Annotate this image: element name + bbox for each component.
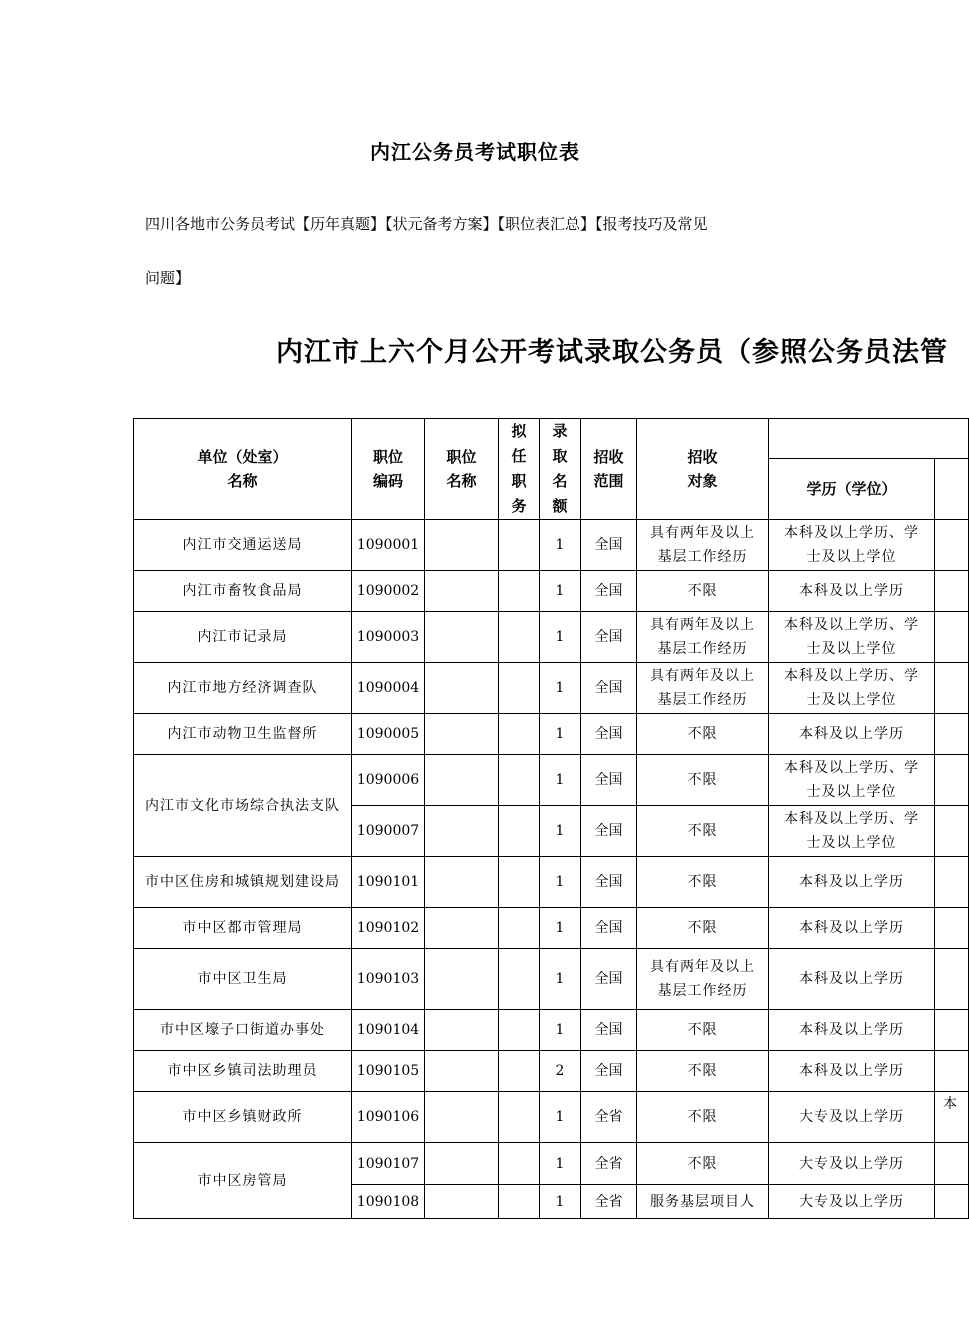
header-code: 职位 编码 — [352, 419, 425, 520]
target-cell: 不限 — [637, 908, 769, 949]
position-table — [133, 418, 969, 1219]
quota-cell: 1 — [540, 1185, 581, 1219]
header-cut-off — [935, 459, 969, 520]
quota-cell: 1 — [540, 1143, 581, 1185]
target-cell: 不限 — [637, 1092, 769, 1143]
code-cell: 1090003 — [352, 612, 425, 663]
table-row — [134, 1092, 969, 1143]
duty-cell — [499, 612, 540, 663]
unit-cell: 内江市动物卫生监督所 — [134, 714, 352, 755]
post-name-cell — [425, 857, 499, 908]
page-title: 内江公务员考试职位表 — [370, 140, 580, 164]
post-name-cell — [425, 612, 499, 663]
header-scope: 招收 范围 — [581, 419, 637, 520]
table-row — [134, 520, 969, 571]
code-cell: 1090103 — [352, 949, 425, 1010]
duty-cell — [499, 1185, 540, 1219]
education-cell: 本科及以上学历、学 士及以上学位 — [769, 663, 935, 714]
post-name-cell — [425, 1010, 499, 1051]
code-cell: 1090107 — [352, 1143, 425, 1185]
table-row — [134, 1143, 969, 1185]
post-name-cell — [425, 663, 499, 714]
unit-cell: 市中区乡镇财政所 — [134, 1092, 352, 1143]
scope-cell: 全国 — [581, 857, 637, 908]
quota-cell: 1 — [540, 1010, 581, 1051]
table-row — [134, 663, 969, 714]
education-cell: 本科及以上学历 — [769, 1051, 935, 1092]
education-cell: 本科及以上学历、学 士及以上学位 — [769, 755, 935, 806]
scope-cell: 全国 — [581, 714, 637, 755]
unit-cell: 市中区住房和城镇规划建设局 — [134, 857, 352, 908]
cut-off-cell — [935, 1185, 969, 1219]
quota-cell: 1 — [540, 755, 581, 806]
quota-cell: 1 — [540, 571, 581, 612]
duty-cell — [499, 949, 540, 1010]
education-cell: 本科及以上学历、学 士及以上学位 — [769, 806, 935, 857]
table-row — [134, 612, 969, 663]
education-cell: 本科及以上学历 — [769, 1010, 935, 1051]
cut-off-cell — [935, 663, 969, 714]
quota-cell: 2 — [540, 1051, 581, 1092]
target-cell: 不限 — [637, 1010, 769, 1051]
target-cell: 不限 — [637, 755, 769, 806]
post-name-cell — [425, 714, 499, 755]
target-cell: 不限 — [637, 857, 769, 908]
target-cell: 具有两年及以上 基层工作经历 — [637, 520, 769, 571]
cut-off-cell — [935, 1051, 969, 1092]
quota-cell: 1 — [540, 612, 581, 663]
cut-off-cell — [935, 520, 969, 571]
header-quota: 录 取 名 额 — [540, 419, 581, 520]
code-cell: 1090004 — [352, 663, 425, 714]
quota-cell: 1 — [540, 908, 581, 949]
code-cell: 1090104 — [352, 1010, 425, 1051]
target-cell: 具有两年及以上 基层工作经历 — [637, 612, 769, 663]
code-cell: 1090101 — [352, 857, 425, 908]
unit-cell: 内江市地方经济调查队 — [134, 663, 352, 714]
unit-cell: 市中区都市管理局 — [134, 908, 352, 949]
unit-cell: 市中区壕子口街道办事处 — [134, 1010, 352, 1051]
duty-cell — [499, 714, 540, 755]
duty-cell — [499, 1092, 540, 1143]
header-post-name: 职位 名称 — [425, 419, 499, 520]
intro-text-line-1: 四川各地市公务员考试【历年真题】【状元备考方案】【职位表汇总】【报考技巧及常见 — [145, 215, 708, 233]
table-row — [134, 857, 969, 908]
target-cell: 不限 — [637, 1051, 769, 1092]
intro-text-line-2: 问题】 — [145, 269, 191, 287]
education-cell: 大专及以上学历 — [769, 1143, 935, 1185]
code-cell: 1090102 — [352, 908, 425, 949]
post-name-cell — [425, 571, 499, 612]
table-row — [134, 949, 969, 1010]
target-cell: 不限 — [637, 1143, 769, 1185]
cut-off-cell — [935, 806, 969, 857]
unit-cell: 内江市文化市场综合执法支队 — [134, 755, 352, 857]
target-cell: 具有两年及以上 基层工作经历 — [637, 663, 769, 714]
education-cell: 大专及以上学历 — [769, 1092, 935, 1143]
post-name-cell — [425, 520, 499, 571]
quota-cell: 1 — [540, 1092, 581, 1143]
scope-cell: 全国 — [581, 612, 637, 663]
education-cell: 本科及以上学历 — [769, 857, 935, 908]
code-cell: 1090108 — [352, 1185, 425, 1219]
table-row — [134, 908, 969, 949]
quota-cell: 1 — [540, 949, 581, 1010]
cut-off-cell — [935, 908, 969, 949]
code-cell: 1090002 — [352, 571, 425, 612]
table-row — [134, 571, 969, 612]
duty-cell — [499, 571, 540, 612]
education-cell: 本科及以上学历、学 士及以上学位 — [769, 520, 935, 571]
cut-off-cell — [935, 1143, 969, 1185]
scope-cell: 全国 — [581, 755, 637, 806]
header-unit: 单位（处室） 名称 — [134, 419, 352, 520]
education-cell: 本科及以上学历 — [769, 908, 935, 949]
code-cell: 1090005 — [352, 714, 425, 755]
code-cell: 1090006 — [352, 755, 425, 806]
table-row — [134, 755, 969, 806]
post-name-cell — [425, 908, 499, 949]
scope-cell: 全国 — [581, 571, 637, 612]
target-cell: 具有两年及以上 基层工作经历 — [637, 949, 769, 1010]
cut-off-cell — [935, 714, 969, 755]
education-cell: 本科及以上学历 — [769, 714, 935, 755]
duty-cell — [499, 663, 540, 714]
code-cell: 1090106 — [352, 1092, 425, 1143]
education-cell: 大专及以上学历 — [769, 1185, 935, 1219]
duty-cell — [499, 520, 540, 571]
cut-off-cell — [935, 1010, 969, 1051]
duty-cell — [499, 908, 540, 949]
scope-cell: 全国 — [581, 520, 637, 571]
code-cell: 1090105 — [352, 1051, 425, 1092]
scope-cell: 全省 — [581, 1185, 637, 1219]
education-cell: 本科及以上学历 — [769, 949, 935, 1010]
cut-off-cell — [935, 612, 969, 663]
table-row — [134, 1010, 969, 1051]
quota-cell: 1 — [540, 520, 581, 571]
code-cell: 1090007 — [352, 806, 425, 857]
post-name-cell — [425, 1092, 499, 1143]
target-cell: 不限 — [637, 806, 769, 857]
cut-off-cell — [935, 949, 969, 1010]
unit-cell: 市中区房管局 — [134, 1143, 352, 1219]
duty-cell — [499, 1051, 540, 1092]
duty-cell — [499, 1010, 540, 1051]
scope-cell: 全国 — [581, 1010, 637, 1051]
duty-cell — [499, 1143, 540, 1185]
scope-cell: 全国 — [581, 663, 637, 714]
header-duty: 拟 任 职 务 — [499, 419, 540, 520]
quota-cell: 1 — [540, 857, 581, 908]
scope-cell: 全国 — [581, 908, 637, 949]
target-cell: 服务基层项目人 — [637, 1185, 769, 1219]
quota-cell: 1 — [540, 663, 581, 714]
code-cell: 1090001 — [352, 520, 425, 571]
unit-cell: 市中区卫生局 — [134, 949, 352, 1010]
post-name-cell — [425, 806, 499, 857]
unit-cell: 内江市记录局 — [134, 612, 352, 663]
scope-cell: 全国 — [581, 1051, 637, 1092]
scope-cell: 全国 — [581, 806, 637, 857]
post-name-cell — [425, 755, 499, 806]
education-cell: 本科及以上学历 — [769, 571, 935, 612]
cut-off-cell — [935, 755, 969, 806]
duty-cell — [499, 857, 540, 908]
cut-off-cell — [935, 571, 969, 612]
scope-cell: 全省 — [581, 1143, 637, 1185]
header-requirements-group — [769, 419, 969, 459]
cut-off-cell — [935, 857, 969, 908]
post-name-cell — [425, 1143, 499, 1185]
post-name-cell — [425, 949, 499, 1010]
post-name-cell — [425, 1051, 499, 1092]
unit-cell: 市中区乡镇司法助理员 — [134, 1051, 352, 1092]
quota-cell: 1 — [540, 714, 581, 755]
education-cell: 本科及以上学历、学 士及以上学位 — [769, 612, 935, 663]
duty-cell — [499, 755, 540, 806]
unit-cell: 内江市畜牧食品局 — [134, 571, 352, 612]
header-education: 学历（学位） — [769, 459, 935, 520]
target-cell: 不限 — [637, 571, 769, 612]
header-target: 招收 对象 — [637, 419, 769, 520]
table-title: 内江市上六个月公开考试录取公务员（参照公务员法管 — [276, 337, 948, 368]
table-row — [134, 1051, 969, 1092]
target-cell: 不限 — [637, 714, 769, 755]
quota-cell: 1 — [540, 806, 581, 857]
duty-cell — [499, 806, 540, 857]
post-name-cell — [425, 1185, 499, 1219]
scope-cell: 全省 — [581, 1092, 637, 1143]
scope-cell: 全国 — [581, 949, 637, 1010]
table-row — [134, 714, 969, 755]
unit-cell: 内江市交通运送局 — [134, 520, 352, 571]
cut-off-cell: 本 — [935, 1092, 969, 1143]
